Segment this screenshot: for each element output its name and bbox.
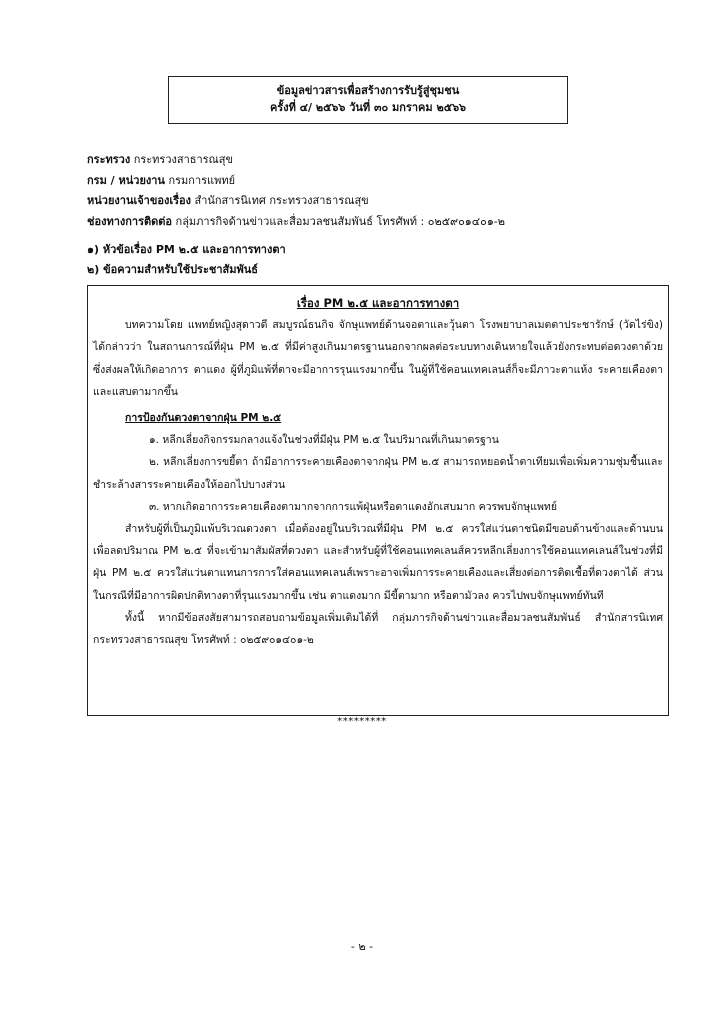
content-intro: บทความโดย แพทย์หญิงสุดาวดี สมบูรณ์ธนกิจ จักษุแพทย์ด้านจอตาและวุ้นตา โรงพยาบาลเมตตาประชารักษ์ (วัดไร่ขิง) ได้กล่าวว่า ในสถานการณ์ที่ฝุ่น PM ๒.๕ ที่มีค่าสูงเกินมาตรฐานนอกจากผลต่อระบบทางเดินหายใจแล้วยังกระทบต่อดวงตาด้วย ซึ่งส่งผลให้เกิดอาการ ตาแดง ผู้ที่ภูมิแพ้ที่ตาจะมีอาการรุนแรงมากขึ้น ในผู้ที่ใช้คอนแทคเลนส์ก็จะมีภาวะตาแห้ง ระคายเคืองตา และแสบตามากขึ้น [93,319,663,398]
meta-ministry-value: กระทรวงสาธารณสุข [133,153,233,166]
page-number: - ๒ - [350,940,374,953]
meta-ministry-label: กระทรวง [87,153,131,166]
meta-contact [87,212,667,233]
topic-heading-1: ๑) หัวข้อเรื่อง PM ๒.๕ และอาการทางตา [87,243,286,256]
meta-owner-value: สำนักสารนิเทศ กระทรวงสาธารณสุข [194,194,369,207]
content-box [87,285,669,716]
meta-owner [87,191,667,212]
content-subtitle: การป้องกันดวงตาจากฝุ่น PM ๒.๕ [125,412,282,425]
end-stars: ********* [337,716,387,727]
content-closing: ทั้งนี้ หากมีข้อสงสัยสามารถสอบถามข้อมูลเพิ่มเติมได้ที่ กลุ่มภารกิจด้านข่าวและสื่อมวลชนสัมพันธ์ สำนักสารนิเทศ กระทรวงสาธารณสุข โทรศัพท์ : ๐๒๕๙๐๑๔๐๑-๒ [93,611,663,647]
prevention-item-1: ๑. หลีกเลี่ยงกิจกรรมกลางแจ้งในช่วงที่มีฝุ่น PM ๒.๕ ในปริมาณที่เกินมาตรฐาน [149,434,499,447]
header-issue-date: ครั้งที่ ๔/ ๒๕๖๖ วันที่ ๓๐ มกราคม ๒๕๖๖ [269,101,467,114]
meta-section [87,150,667,232]
content-allergy-advice: สำหรับผู้ที่เป็นภูมิแพ้บริเวณดวงตา เมื่อต้องอยู่ในบริเวณที่มีฝุ่น PM ๒.๕ ควรใส่แว่นตาชนิดมีขอบด้านข้างและด้านบน เพื่อลดปริมาณ PM ๒.๕ ที่จะเข้ามาสัมผัสที่ดวงตา และสำหรับผู้ที่ใช้คอนแทคเลนส์ควรหลีกเลี่ยงการใช้คอนแทคเลนส์ในช่วงที่มีฝุ่น PM ๒.๕ ควรใส่แว่นตาแทนการการใส่คอนแทคเลนส์เพราะอาจเพิ่มการระคายเคืองและเสี่ยงต่อการติดเชื้อที่ดวงตาได้ ส่วนในกรณีที่มีอาการผิดปกติทางตาที่รุนแรงมากขึ้น เช่น ตาแดงมาก มีขี้ตามาก หรือตามัวลง ควรไปพบจักษุแพทย์ทันที [93,523,663,602]
header-title: ข้อมูลข่าวสารเพื่อสร้างการรับรู้สู่ชุมชน [276,84,460,97]
topics-section [87,240,667,280]
meta-owner-label: หน่วยงานเจ้าของเรื่อง [87,194,191,207]
meta-department [87,171,667,192]
meta-contact-value: กลุ่มภารกิจด้านข่าวและสื่อมวลชนสัมพันธ์ โทรศัพท์ : ๐๒๕๙๐๑๔๐๑-๒ [175,214,506,228]
meta-ministry [87,150,667,171]
topic-heading-2: ๒) ข้อความสำหรับใช้ประชาสัมพันธ์ [87,263,258,276]
meta-department-label: กรม / หน่วยงาน [87,173,165,187]
meta-contact-label: ช่องทางการติดต่อ [87,214,173,228]
prevention-item-2: ๒. หลีกเลี่ยงการขยี้ตา ถ้ามีอาการระคายเคืองตาจากฝุ่น PM ๒.๕ สามารถหยอดน้ำตาเทียมเพื่อเพิ่มความชุ่มชื้นและชำระล้างสารระคายเคืองให้ออกไปบางส่วน [93,456,663,491]
prevention-item-3: ๓. หากเกิดอาการระคายเคืองตามากจากการแพ้ฝุ่นหรือตาแดงอักเสบมาก ควรพบจักษุแพทย์ [149,500,557,513]
meta-department-value: กรมการแพทย์ [168,173,236,187]
header-box [168,76,568,124]
content-title: เรื่อง PM ๒.๕ และอาการทางตา [296,296,460,310]
